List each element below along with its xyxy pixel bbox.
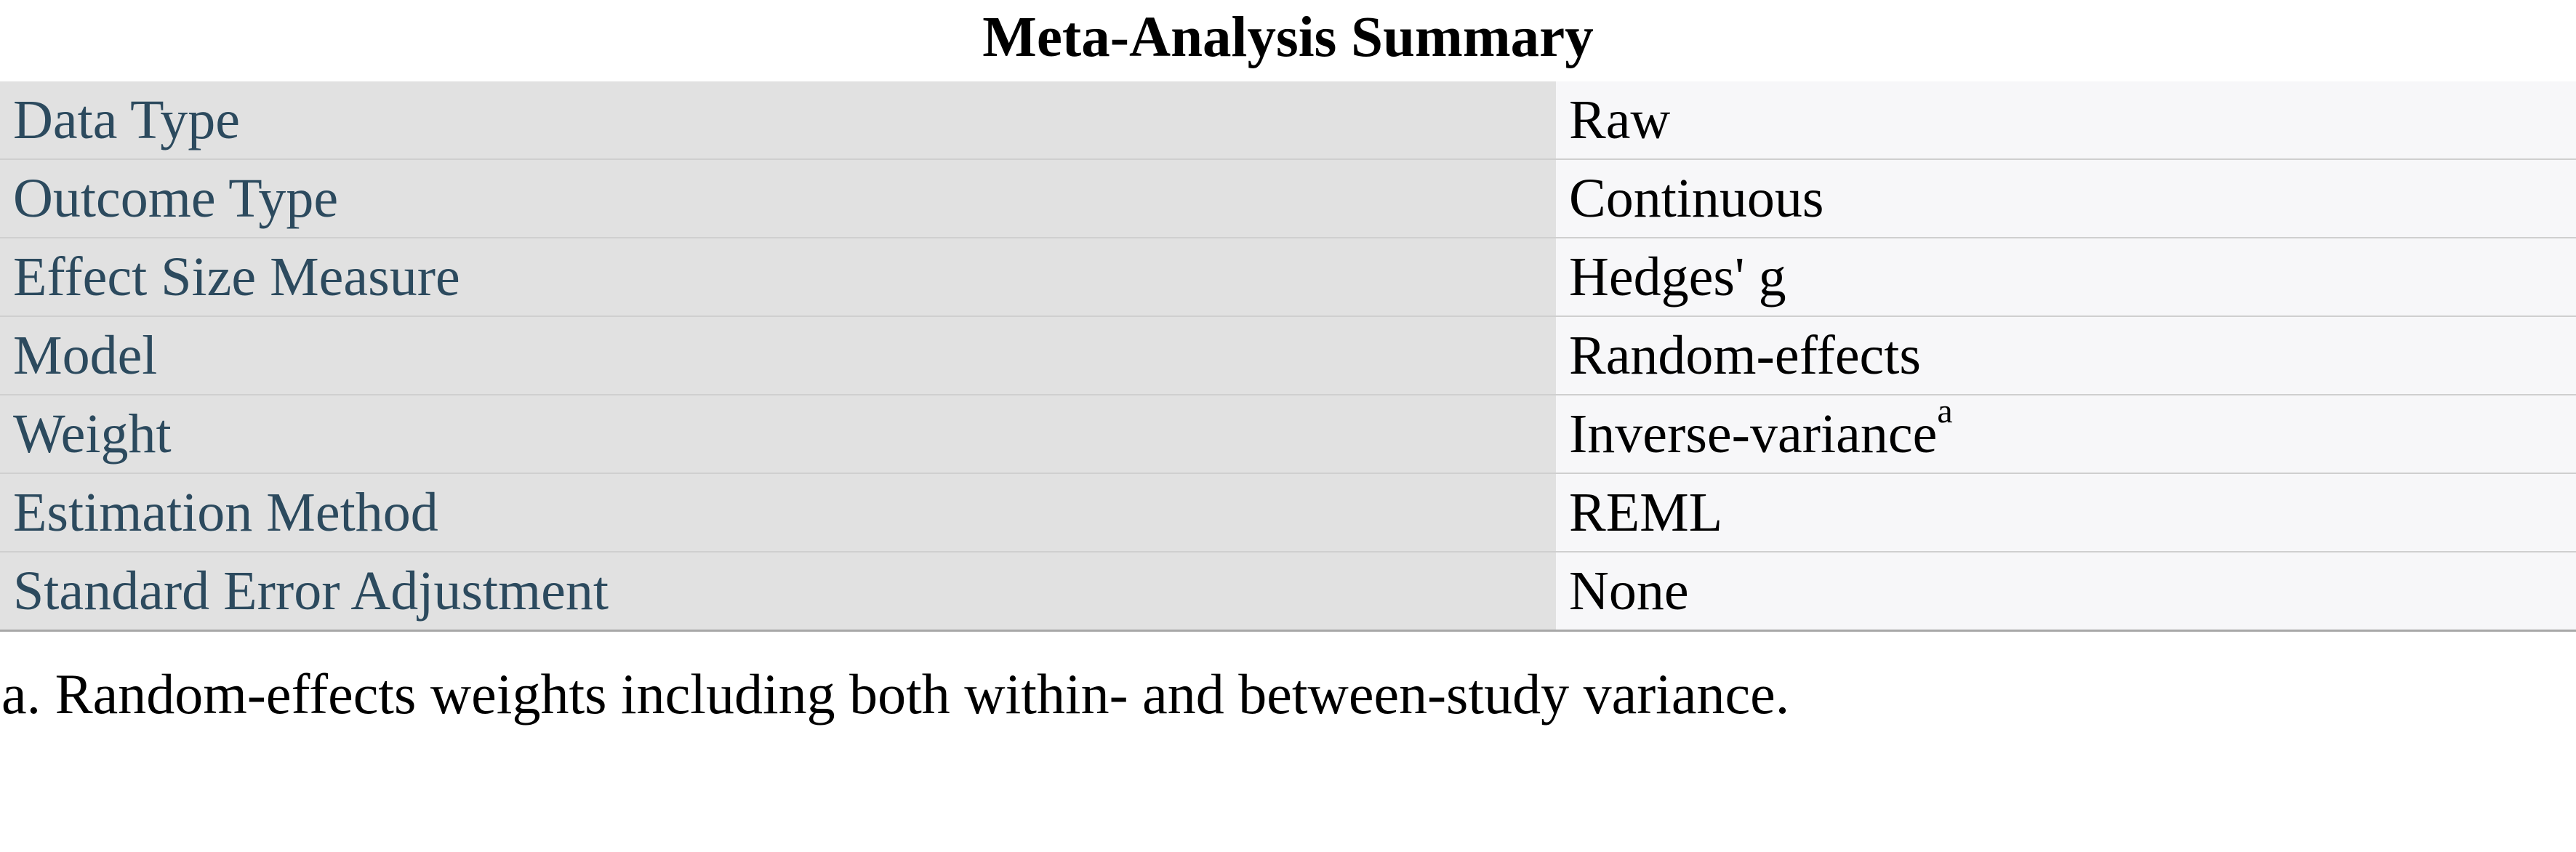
row-value: Inverse-variance [1569, 403, 1938, 465]
table-footnote: a. Random-effects weights including both within- and between-study variance. [1, 662, 1790, 726]
row-label: Standard Error Adjustment [0, 552, 1556, 631]
table-row [0, 316, 2576, 395]
table-row [0, 238, 2576, 316]
row-value: None [1556, 552, 2576, 631]
table-row [0, 395, 2576, 473]
row-value: Random-effects [1556, 316, 2576, 395]
row-label: Outcome Type [0, 159, 1556, 238]
row-label: Data Type [0, 81, 1556, 159]
table-row [0, 473, 2576, 552]
row-value: Hedges' g [1556, 238, 2576, 316]
row-label: Weight [0, 395, 1556, 473]
table-row [0, 159, 2576, 238]
table-row [0, 552, 2576, 631]
table-row [0, 81, 2576, 159]
row-value-weight [1556, 395, 2576, 473]
row-label: Model [0, 316, 1556, 395]
footnote-marker: a [1937, 395, 1953, 431]
row-label: Estimation Method [0, 473, 1556, 552]
row-value: Continuous [1556, 159, 2576, 238]
row-value: REML [1556, 473, 2576, 552]
table-title: Meta-Analysis Summary [982, 6, 1594, 69]
row-value: Raw [1556, 81, 2576, 159]
summary-table [0, 81, 2576, 632]
row-label: Effect Size Measure [0, 238, 1556, 316]
